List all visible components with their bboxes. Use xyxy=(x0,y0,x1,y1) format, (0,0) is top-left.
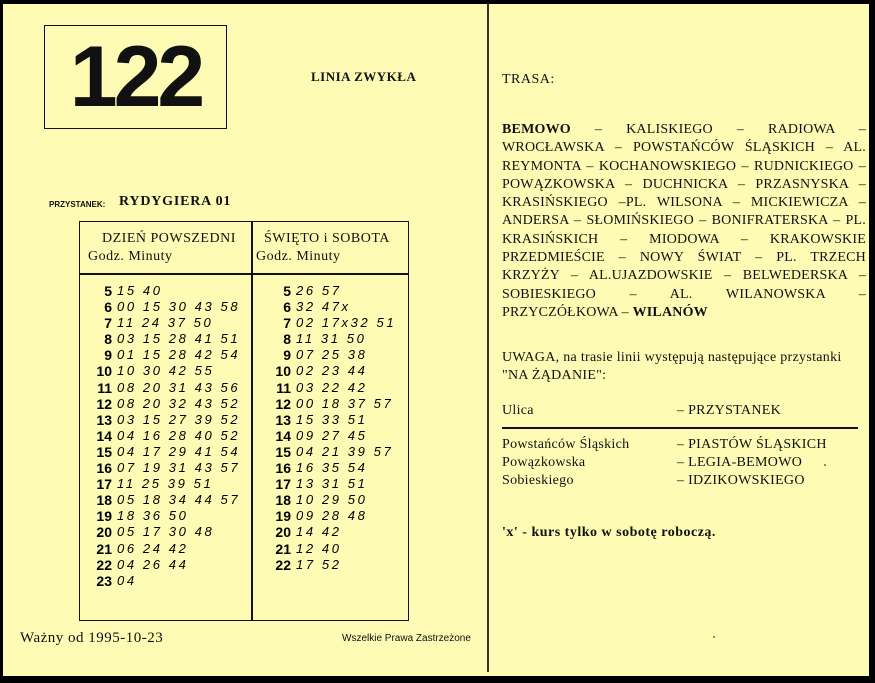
departure-row xyxy=(80,315,240,331)
hour-cell: 8 xyxy=(283,331,291,348)
hour-cell: 15 xyxy=(275,443,291,460)
hour-cell: 13 xyxy=(96,411,112,428)
hour-cell: 10 xyxy=(275,363,291,380)
hour-cell: 17 xyxy=(275,476,291,493)
departure-row xyxy=(80,380,240,396)
hour-cell: 19 xyxy=(275,508,291,525)
hour-cell: 20 xyxy=(96,524,112,541)
departure-row xyxy=(80,428,240,444)
on-demand-stop: – IDZIKOWSKIEGO xyxy=(677,473,805,488)
minutes-cell: 04 xyxy=(117,572,137,588)
minutes-cell: 01 15 28 42 54 xyxy=(117,347,241,363)
minutes-cell: 00 18 37 57 xyxy=(296,395,394,411)
departure-row xyxy=(253,524,396,540)
minutes-cell: 03 22 42 xyxy=(296,379,368,395)
hour-cell: 10 xyxy=(96,363,112,380)
departure-row xyxy=(253,363,396,379)
valid-from: Ważny od 1995-10-23 xyxy=(20,630,164,646)
departure-row xyxy=(253,380,396,396)
line-number-box xyxy=(44,25,227,129)
line-type: LINIA ZWYKŁA xyxy=(311,69,417,84)
departure-row xyxy=(80,412,240,428)
minutes-cell: 10 30 42 55 xyxy=(117,363,215,379)
departure-row xyxy=(80,331,240,347)
departure-row xyxy=(80,492,240,508)
hour-cell: 5 xyxy=(104,283,112,299)
hour-cell: 11 xyxy=(97,379,112,396)
departure-row xyxy=(80,460,240,476)
departure-row xyxy=(253,476,396,492)
departure-row xyxy=(80,283,240,299)
hour-cell: 21 xyxy=(275,540,291,557)
departure-row xyxy=(80,347,240,363)
saturday-note: 'x' - kurs tylko w sobotę roboczą. xyxy=(502,525,716,540)
minutes-cell: 15 40 xyxy=(117,283,163,298)
departure-row xyxy=(80,476,240,492)
line-number: 122 xyxy=(69,29,202,125)
minutes-cell: 05 18 34 44 57 xyxy=(117,492,241,508)
departure-row xyxy=(80,396,240,412)
minutes-cell: 15 33 51 xyxy=(296,411,368,427)
minutes-cell: 04 17 29 41 54 xyxy=(117,443,241,459)
on-demand-stop: – PIASTÓW ŚLĄSKICH xyxy=(677,437,827,452)
weekday-title: DZIEŃ POWSZEDNI xyxy=(102,231,236,246)
minutes-cell: 11 31 50 xyxy=(296,331,367,347)
hour-cell: 6 xyxy=(283,299,291,316)
hour-cell: 7 xyxy=(104,315,112,332)
departure-table xyxy=(79,221,409,621)
departure-row xyxy=(80,573,240,589)
hour-cell: 18 xyxy=(96,492,112,509)
minutes-cell: 14 42 xyxy=(296,524,342,540)
departure-row xyxy=(253,460,396,476)
on-demand-stop: – LEGIA-BEMOWO xyxy=(677,455,803,470)
weekday-subtitle: Godz. Minuty xyxy=(88,249,173,264)
stop-label: PRZYSTANEK: xyxy=(49,200,106,209)
departure-row xyxy=(253,331,396,347)
minutes-cell: 04 26 44 xyxy=(117,556,189,572)
weekday-header xyxy=(88,230,248,266)
minutes-cell: 18 36 50 xyxy=(117,508,189,524)
holiday-title: ŚWIĘTO i SOBOTA xyxy=(264,231,390,246)
departure-row xyxy=(80,363,240,379)
departure-row xyxy=(253,557,396,573)
minutes-cell: 08 20 32 43 52 xyxy=(117,395,241,411)
on-demand-notice: UWAGA, na trasie linii występują następujące przystanki "NA ŻĄDANIE": xyxy=(502,350,842,383)
departure-row xyxy=(253,428,396,444)
departure-row xyxy=(80,444,240,460)
departure-row xyxy=(80,299,240,315)
hour-cell: 6 xyxy=(104,299,112,316)
hour-cell: 22 xyxy=(96,556,112,573)
departure-row xyxy=(80,557,240,573)
departure-row xyxy=(253,283,396,299)
rights-reserved: Wszelkie Prawa Zastrzeżone xyxy=(342,633,471,644)
departure-row xyxy=(253,541,396,557)
hour-cell: 14 xyxy=(96,427,112,444)
minutes-cell: 05 17 30 48 xyxy=(117,524,215,540)
minutes-cell: 03 15 27 39 52 xyxy=(117,411,241,427)
table-header-rule xyxy=(80,273,408,275)
hour-cell: 21 xyxy=(96,540,112,557)
route-description xyxy=(502,121,866,322)
route-middle: – KALISKIEGO – RADIOWA – WROCŁAWSKA – POWSTAŃCÓW ŚLĄSKICH – AL. REYMONTA – KOCHANOWSKIEGO – RUDNICKIEGO – POWĄZKOWSKA – DUCHNICKA – PRZASNYSKA – KRASIŃSKIEGO –PL. WILSONA – MICKIEWICZA – ANDERSA – SŁOMIŃSKIEGO – BONIFRATERSKA – PL. KRASIŃSKICH – MIODOWA – KRAKOWSKIE PRZEDMIEŚCIE – NOWY ŚWIAT – PL. TRZECH KRZYŻY – AL.UJAZDOWSKIE – BELWEDERSKA – SOBIESKIEGO – AL. WILANOWSKA – PRZYCZÓŁKOWA – xyxy=(502,122,866,320)
hour-cell: 22 xyxy=(275,556,291,573)
on-demand-street-header: Ulica xyxy=(502,403,534,418)
stop-name: RYDYGIERA 01 xyxy=(119,194,232,209)
on-demand-street: Powstańców Śląskich xyxy=(502,437,630,452)
hour-cell: 5 xyxy=(283,283,291,299)
hour-cell: 16 xyxy=(275,460,291,477)
route-start: BEMOWO xyxy=(502,122,571,137)
hour-cell: 13 xyxy=(275,411,291,428)
minutes-cell: 09 27 45 xyxy=(296,427,368,443)
minutes-cell: 16 35 54 xyxy=(296,460,368,476)
minutes-cell: 17 52 xyxy=(296,556,342,572)
minutes-cell: 32 47x xyxy=(296,299,351,315)
on-demand-stop-header: – PRZYSTANEK xyxy=(677,403,781,418)
center-divider xyxy=(487,4,489,672)
route-end: WILANÓW xyxy=(632,304,708,320)
hour-cell: 19 xyxy=(96,508,112,525)
departure-row xyxy=(253,299,396,315)
hour-cell: 9 xyxy=(104,347,112,364)
minutes-cell: 13 31 51 xyxy=(296,476,368,492)
departure-row xyxy=(253,508,396,524)
departure-row xyxy=(253,492,396,508)
hour-cell: 7 xyxy=(283,315,291,332)
departure-row xyxy=(80,508,240,524)
speck xyxy=(713,636,715,638)
hour-cell: 20 xyxy=(275,524,291,541)
minutes-cell: 10 29 50 xyxy=(296,492,368,508)
departure-row xyxy=(253,396,396,412)
speck xyxy=(824,464,826,466)
on-demand-street: Powązkowska xyxy=(502,455,586,470)
departure-row xyxy=(80,524,240,540)
minutes-cell: 12 40 xyxy=(296,540,342,556)
minutes-cell: 04 21 39 57 xyxy=(296,443,394,459)
minutes-cell: 09 28 48 xyxy=(296,508,368,524)
hour-cell: 23 xyxy=(96,572,112,589)
hour-cell: 8 xyxy=(104,331,112,348)
hour-cell: 12 xyxy=(275,395,291,412)
departure-row xyxy=(253,315,396,331)
minutes-cell: 11 24 37 50 xyxy=(117,315,214,331)
minutes-cell: 08 20 31 43 56 xyxy=(117,379,241,395)
departure-row xyxy=(253,347,396,363)
holiday-subtitle: Godz. Minuty xyxy=(256,249,341,264)
minutes-cell: 06 24 42 xyxy=(117,540,189,556)
minutes-cell: 07 19 31 43 57 xyxy=(117,460,241,476)
hour-cell: 9 xyxy=(283,347,291,364)
departure-row xyxy=(253,412,396,428)
hour-cell: 17 xyxy=(96,476,112,493)
departure-row xyxy=(253,444,396,460)
hour-cell: 16 xyxy=(96,460,112,477)
minutes-cell: 26 57 xyxy=(296,283,342,298)
on-demand-rule xyxy=(502,427,858,429)
on-demand-street: Sobieskiego xyxy=(502,473,574,488)
minutes-cell: 03 15 28 41 51 xyxy=(117,331,241,347)
minutes-cell: 11 25 39 51 xyxy=(117,476,214,492)
minutes-cell: 02 17x32 51 xyxy=(296,315,397,331)
holiday-rows xyxy=(253,283,396,573)
minutes-cell: 02 23 44 xyxy=(296,363,368,379)
minutes-cell: 07 25 38 xyxy=(296,347,368,363)
hour-cell: 11 xyxy=(276,379,291,396)
route-heading: TRASA: xyxy=(502,72,555,87)
departure-row xyxy=(80,541,240,557)
minutes-cell: 04 16 28 40 52 xyxy=(117,427,241,443)
hour-cell: 12 xyxy=(96,395,112,412)
hour-cell: 14 xyxy=(275,427,291,444)
hour-cell: 15 xyxy=(96,443,112,460)
weekday-rows xyxy=(80,283,240,589)
minutes-cell: 00 15 30 43 58 xyxy=(117,299,241,315)
holiday-header xyxy=(256,230,406,266)
hour-cell: 18 xyxy=(275,492,291,509)
